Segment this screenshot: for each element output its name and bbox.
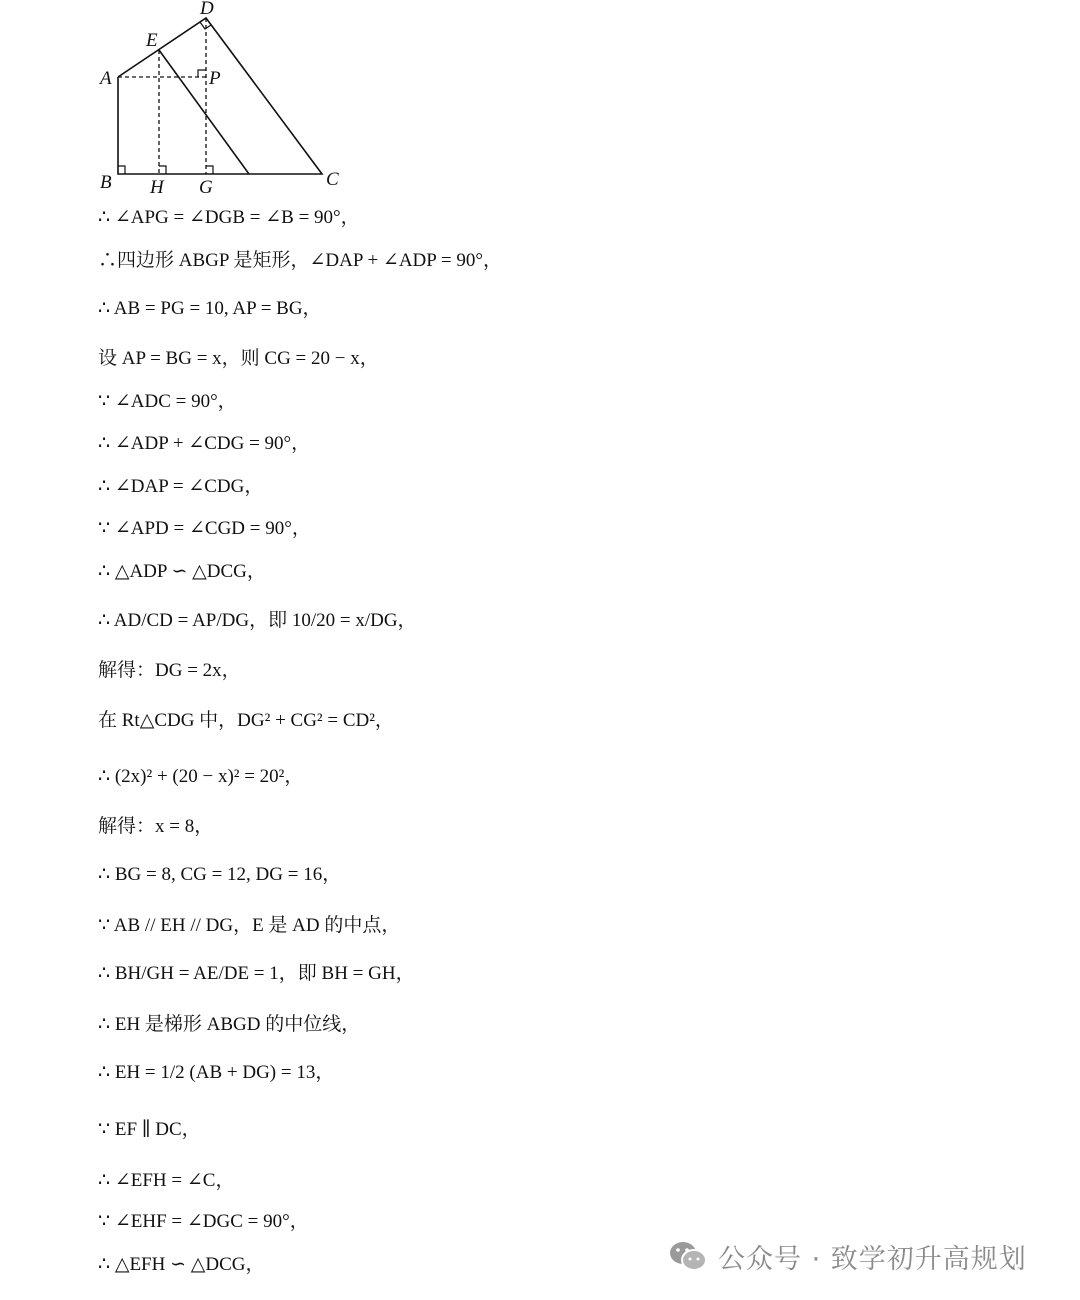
segment-EF — [159, 50, 249, 174]
label-A: A — [100, 68, 112, 89]
label-H: H — [150, 177, 164, 198]
watermark-text: 公众号 · 致学初升高规划 — [718, 1243, 1027, 1275]
solution-line: ∵ EF ∥ DC， — [98, 1119, 201, 1140]
solution-line: 设 AP = BG = x，则 CG = 20 − x， — [98, 348, 379, 369]
solution-line: ∴四边形 ABGP 是矩形，∠DAP + ∠ADP = 90°， — [98, 250, 502, 271]
right-angle-G — [206, 166, 213, 174]
solution-line: ∴ ∠EFH = ∠C， — [98, 1170, 235, 1191]
geometry-figure — [92, 0, 362, 200]
solution-line: 在 Rt△CDG 中，DG² + CG² = CD²， — [98, 710, 394, 731]
solution-line: ∴ ∠APG = ∠DGB = ∠B = 90°， — [98, 207, 360, 228]
label-C: C — [326, 169, 339, 190]
solution-line: 解得：DG = 2x， — [98, 660, 241, 681]
watermark — [668, 1236, 1027, 1276]
solution-line: ∵ AB // EH // DG，E 是 AD 的中点， — [98, 915, 401, 936]
label-B: B — [100, 172, 112, 193]
right-angle-B — [118, 166, 125, 174]
solution-line: ∴ ∠DAP = ∠CDG， — [98, 476, 264, 497]
right-angle-P — [198, 70, 206, 77]
solution-line: 解得：x = 8， — [98, 816, 214, 837]
label-P: P — [209, 68, 221, 89]
right-angle-H — [159, 166, 166, 174]
solution-line: ∴ AD/CD = AP/DG，即 10/20 = x/DG， — [98, 610, 417, 631]
solution-line: ∴ BG = 8, CG = 12, DG = 16， — [98, 864, 342, 885]
solution-line: ∵ ∠ADC = 90°， — [98, 391, 237, 412]
solution-line: ∴ (2x)² + (20 − x)² = 20²， — [98, 766, 304, 787]
label-E: E — [146, 30, 158, 51]
solution-line: ∴ △ADP ∽ △DCG， — [98, 561, 266, 582]
solution-line: ∴ △EFH ∽ △DCG， — [98, 1254, 265, 1275]
wechat-icon — [668, 1239, 708, 1273]
solution-line: ∴ AB = PG = 10, AP = BG， — [98, 298, 322, 319]
solution-line: ∵ ∠EHF = ∠DGC = 90°， — [98, 1211, 309, 1232]
solution-line: ∴ ∠ADP + ∠CDG = 90°， — [98, 433, 311, 454]
solution-line: ∴ EH 是梯形 ABGD 的中位线， — [98, 1014, 361, 1035]
solution-line: ∴ EH = 1/2 (AB + DG) = 13， — [98, 1062, 335, 1083]
solution-line: ∵ ∠APD = ∠CGD = 90°， — [98, 518, 311, 539]
label-D: D — [200, 0, 214, 19]
label-G: G — [199, 177, 213, 198]
solution-line: ∴ BH/GH = AE/DE = 1，即 BH = GH， — [98, 963, 415, 984]
